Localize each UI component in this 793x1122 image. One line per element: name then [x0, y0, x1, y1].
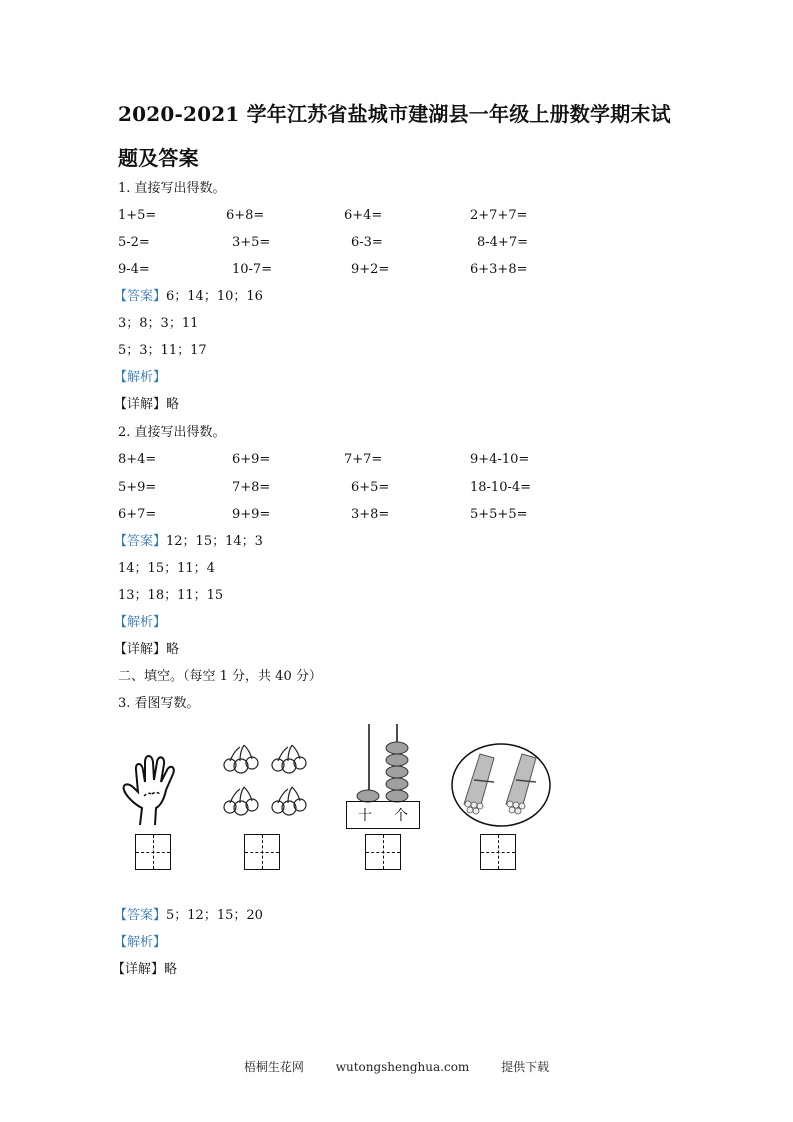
footer-site-name: 梧桐生花网	[243, 1060, 304, 1074]
q1-detail	[114, 396, 179, 414]
problem: 9+4-10=	[470, 452, 530, 467]
q2-detail	[114, 641, 179, 659]
problem: 6+8=	[226, 208, 265, 223]
footer-url[interactable]: wutongshenghua.com	[335, 1060, 470, 1074]
q3-detail	[112, 961, 177, 979]
answer-label: 【答案】	[114, 289, 167, 304]
q2-answer	[114, 533, 263, 551]
problem: 7+7=	[344, 452, 383, 467]
problem: 5-2=	[118, 235, 150, 250]
detail-label: 【详解】	[114, 642, 167, 657]
problem: 9+2=	[351, 262, 390, 277]
stick-bundles-icon	[450, 742, 552, 828]
q1-heading: 1. 直接写出得数。	[118, 181, 226, 196]
cherries-icon	[220, 745, 316, 827]
hand-icon	[120, 750, 190, 830]
problem: 7+8=	[232, 480, 271, 495]
answer-label: 【答案】	[114, 534, 167, 549]
problem: 6+3+8=	[470, 262, 528, 277]
answer-text: 6；14；10；16	[166, 289, 263, 304]
section-heading: 二、填空。（每空 1 分，共 40 分）	[118, 669, 322, 684]
answer-text: 12；15；14；3	[166, 534, 263, 549]
ones-label: 个	[394, 808, 408, 824]
problem: 6-3=	[351, 235, 383, 250]
problem: 9-4=	[118, 262, 150, 277]
answer-line: 5；3；11；17	[118, 343, 207, 358]
problem: 6+5=	[351, 480, 390, 495]
answer-label: 【答案】	[114, 908, 167, 923]
analysis-label: 【解析】	[114, 935, 167, 950]
abacus-icon	[346, 724, 420, 828]
problem: 3+5=	[232, 235, 271, 250]
problem: 8+4=	[118, 452, 157, 467]
detail-text: 略	[166, 397, 180, 412]
q3-answer	[114, 907, 263, 925]
problem: 10-7=	[232, 262, 273, 277]
abacus-rods-icon	[346, 724, 420, 804]
problem: 5+9=	[118, 480, 157, 495]
answer-line: 14；15；11；4	[118, 561, 215, 576]
detail-text: 略	[164, 962, 178, 977]
problem: 3+8=	[351, 507, 390, 522]
problem: 2+7+7=	[470, 208, 528, 223]
answer-box[interactable]	[135, 834, 171, 870]
problem: 6+7=	[118, 507, 157, 522]
problem: 8-4+7=	[477, 235, 528, 250]
problem: 1+5=	[118, 208, 157, 223]
footer	[0, 1058, 793, 1075]
q3-heading: 3. 看图写数。	[118, 696, 200, 711]
answer-box[interactable]	[244, 834, 280, 870]
footer-note: 提供下载	[501, 1060, 550, 1074]
page-title: 2020-2021 学年江苏省盐城市建湖县一年级上册数学期末试题及答案	[118, 102, 671, 170]
answer-box[interactable]	[480, 834, 516, 870]
analysis-label: 【解析】	[114, 370, 167, 385]
detail-text: 略	[166, 642, 180, 657]
problem: 6+4=	[344, 208, 383, 223]
problem: 18-10-4=	[470, 480, 532, 495]
problem: 9+9=	[232, 507, 271, 522]
tens-label: 十	[358, 808, 372, 824]
answer-box[interactable]	[365, 834, 401, 870]
analysis-label: 【解析】	[114, 615, 167, 630]
problem: 6+9=	[232, 452, 271, 467]
detail-label: 【详解】	[112, 962, 165, 977]
answer-line: 3；8；3；11	[118, 316, 199, 331]
answer-text: 5；12；15；20	[166, 908, 263, 923]
detail-label: 【详解】	[114, 397, 167, 412]
answer-line: 13；18；11；15	[118, 588, 224, 603]
q1-answer	[114, 288, 263, 306]
abacus-base	[346, 801, 420, 829]
q2-heading: 2. 直接写出得数。	[118, 425, 226, 440]
problem: 5+5+5=	[470, 507, 528, 522]
